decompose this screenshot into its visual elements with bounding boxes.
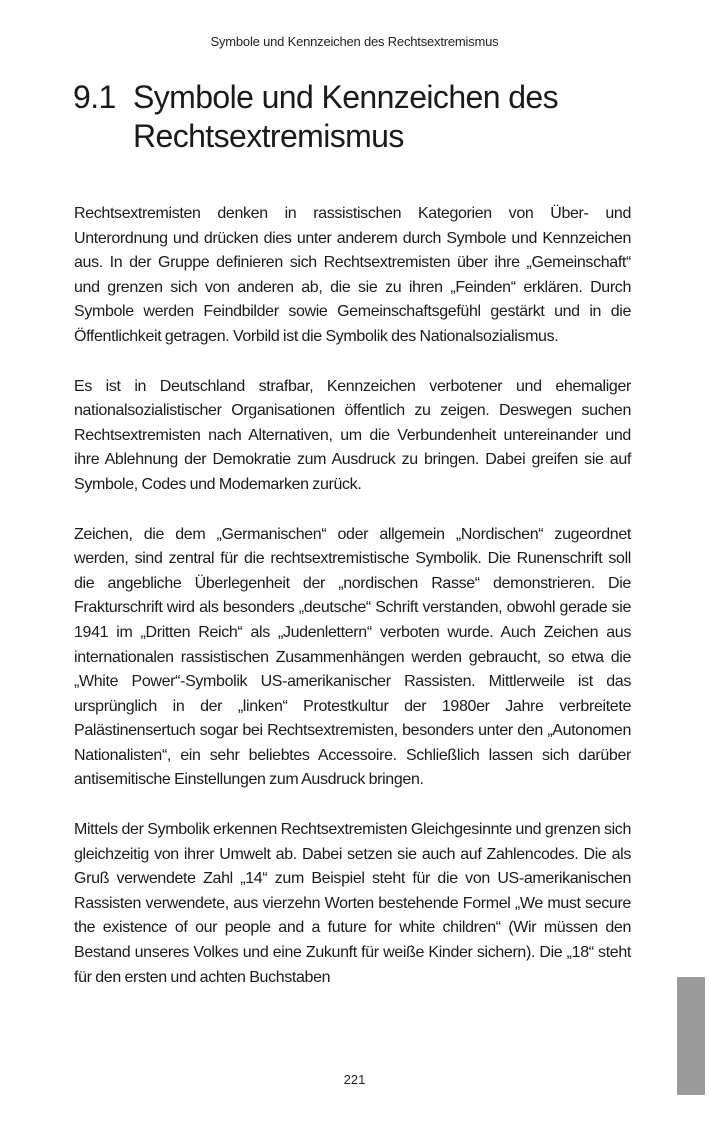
body-text [74,202,631,1015]
page-number: 221 [343,1072,366,1087]
running-header: Symbole und Kennzeichen des Rechtsextremismus [210,34,499,49]
paragraph-2: Es ist in Deutschland strafbar, Kennzeichen verbotener und ehemaliger nationalsozialistischer Organisationen öffentlich zu zeigen. Deswegen suchen Rechtsextremisten nach Alternativen, um die Verbundenheit untereinander und ihre Ablehnung der Demokratie zum Ausdruck zu bringen. Dabei greifen sie auf Symbole, Codes und Modemarken zurück. [74,377,631,493]
chapter-heading [73,78,653,156]
paragraph-3: Zeichen, die dem „Germanischen“ oder allgemein „Nordischen“ zugeordnet werden, sind zentral für die rechtsextremistische Symbolik. Die Runenschrift soll die angebliche Überlegenheit der „nordischen Rasse“ demonstrieren. Die Frakturschrift wird als besonders „deutsche“ Schrift verstanden, obwohl gerade sie 1941 im „Dritten Reich“ als „Judenlettern“ verboten wurde. Auch Zeichen aus internationalen rassistischen Zusammenhängen werden gebraucht, so etwa die „White Power“-Symbolik US-amerikanischer Rassisten. Mittlerweile ist das ursprünglich in der „linken“ Protestkultur der 1980er Jahre verbreitete Palästinensertuch sogar bei Rechtsextremisten, besonders unter den „Autonomen Nationalisten“, ein sehr beliebtes Accessoire. Schließlich lassen sich darüber antisemitische Einstellungen zum Ausdruck bringen. [74,525,631,789]
paragraph-4: Mittels der Symbolik erkennen Rechtsextremisten Gleichgesinnte und grenzen sich gleichzeitig von ihrer Umwelt ab. Dabei setzen sie auch auf Zahlencodes. Die als Gruß verwendete Zahl „14“ zum Beispiel steht für die von US-amerikanischen Rassisten verwendete, aus vierzehn Worten bestehende Formel „We must secure the existence of our people and a future for white children“ (Wir müssen den Bestand unseres Volkes und eine Zukunft für weiße Kinder sichern). Die „18“ steht für den ersten und achten Buchstaben [74,821,631,986]
paragraph-1: Rechtsextremisten denken in rassistischen Kategorien von Über- und Unterordnung und drücken dies unter anderem durch Symbole und Kennzeichen aus. In der Gruppe definieren sich Rechtsextremisten über ihre „Gemeinschaft“ und grenzen sich von anderen ab, die sie zu ihren „Feinden“ erklären. Durch Symbole werden Feindbilder sowie Gemeinschaftsgefühl gestärkt und in die Öffentlichkeit getragen. Vorbild ist die Symbolik des Nationalsozialismus. [74,205,631,345]
chapter-number: 9.1 [73,79,116,115]
chapter-thumb-tab [677,977,705,1095]
chapter-title: Symbole und Kennzeichen des Rechtsextremismus [133,79,558,154]
